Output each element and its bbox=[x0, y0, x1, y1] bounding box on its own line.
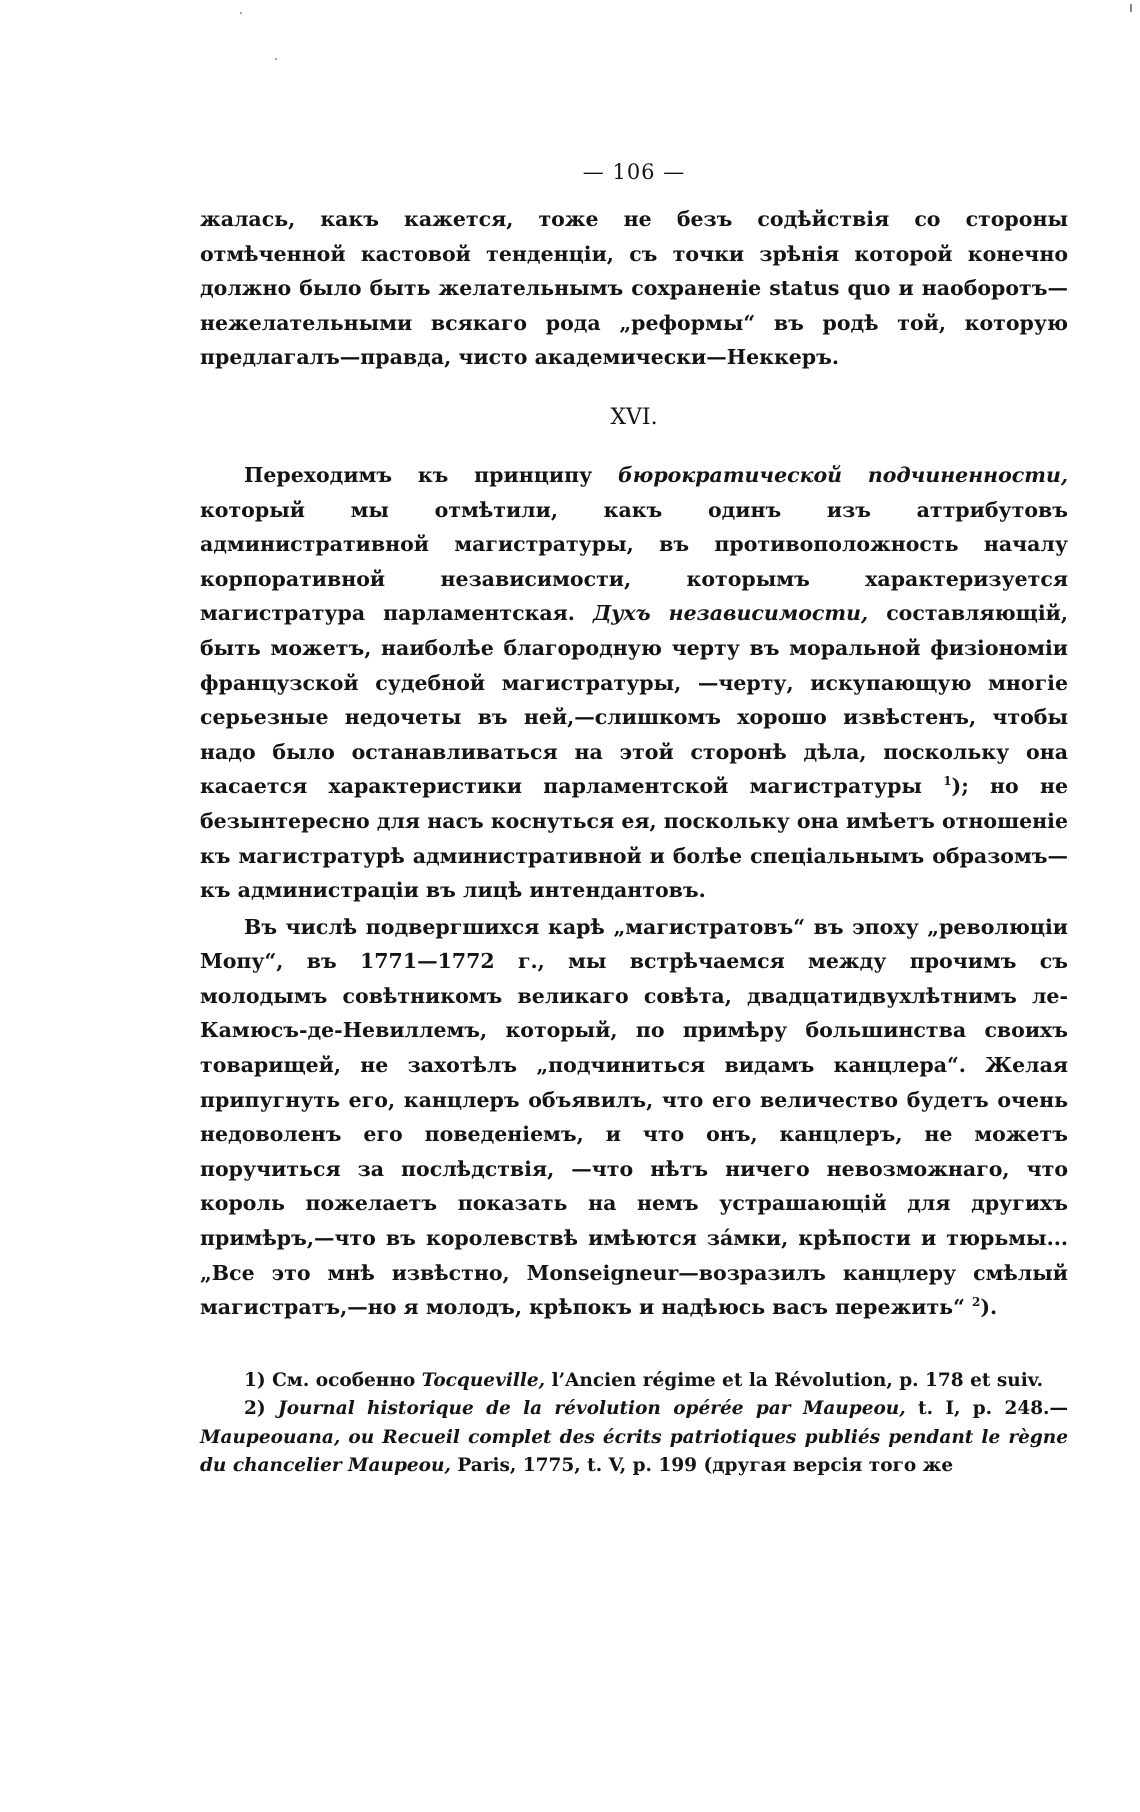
footnote-1-marker: 1) bbox=[244, 1369, 266, 1391]
footnote-ref-1: 1 bbox=[943, 774, 952, 789]
footnote-1-lead: См. особенно bbox=[265, 1369, 422, 1391]
scan-speck bbox=[240, 12, 242, 14]
paragraph-1-part-2: который мы отмѣтили, какъ одинъ изъ аттрибутовъ административной магистратуры, въ противоположность началу корпоративной независимости, которымъ характеризуется магистратура парламентская. bbox=[200, 497, 1068, 626]
scan-speck bbox=[1130, 4, 1132, 12]
section-heading: XVI. bbox=[610, 404, 658, 430]
footnote-1-author: Tocqueville, bbox=[421, 1369, 546, 1391]
footnote-1 bbox=[200, 1367, 1068, 1396]
footnote-2-marker: 2) bbox=[244, 1398, 266, 1420]
footnote-2-title-1: Journal historique de la révolution opérée par Maupeou, bbox=[265, 1398, 906, 1420]
paragraph-1-part-3: составляющій, быть можетъ, наиболѣе благородную черту въ моральной физіономіи французской судебной магистратуры, —черту, искупающую многіе серьезные недочеты въ ней,—слишкомъ хорошо извѣстенъ, чтобы надо было останавливаться на этой сторонѣ дѣла, поскольку она касается характеристики парламентской магистратуры bbox=[200, 601, 1068, 799]
footnote-2-rest: Paris, 1775, t. V, p. 199 (другая версія того же bbox=[450, 1455, 954, 1477]
footnote-1-rest: l’Ancien régime et la Révolution, p. 178 et suiv. bbox=[545, 1369, 1044, 1391]
page-number: — 106 — bbox=[582, 160, 686, 184]
paragraph-1 bbox=[200, 458, 1068, 908]
paragraph-1-lead: Переходимъ къ принципу bbox=[244, 462, 618, 487]
page bbox=[200, 160, 1068, 1481]
paragraph-2 bbox=[200, 910, 1068, 1325]
scan-speck bbox=[275, 58, 277, 60]
footnotes bbox=[200, 1367, 1068, 1481]
footnote-2-mid: t. I, p. 248.— bbox=[905, 1398, 1069, 1420]
paragraph-1-part-4: ); но не безынтересно для насъ коснуться ея, поскольку она имѣетъ отношеніе къ магистратурѣ административной и болѣе спеціальнымъ образомъ—къ администраціи въ лицѣ интендантовъ. bbox=[200, 774, 1068, 903]
paragraph-1-emphasis-2: Духъ независимости, bbox=[592, 601, 869, 626]
paragraph-continuation: жалась, какъ кажется, тоже не безъ содѣйствія со стороны отмѣченной кастовой тенденціи, съ точки зрѣнія которой конечно должно было быть желательнымъ сохраненіе status quo и наоборотъ—нежелательными всякаго рода „реформы“ въ родѣ той, которую предлагалъ—правда, чисто академически—Неккеръ. bbox=[200, 207, 1068, 370]
footnote-2 bbox=[200, 1395, 1068, 1481]
paragraph-2-tail: ). bbox=[980, 1295, 998, 1320]
footnote-2-title-2: Maupeouana, ou Recueil complet des écrits patriotiques publiés pendant le règne du chancelier Maupeou, bbox=[200, 1426, 1068, 1477]
paragraph-2-text: Въ числѣ подвергшихся карѣ „магистратовъ“ въ эпоху „революціи Мопу“, въ 1771—1772 г., мы встрѣчаемся между прочимъ съ молодымъ совѣтникомъ великаго совѣта, двадцатидвухлѣтнимъ ле-Камюсъ-де-Невиллемъ, который, по примѣру большинства своихъ товарищей, не захотѣлъ „подчиниться видамъ канцлера“. Желая припугнуть его, канцлеръ объявилъ, что его величество будетъ очень недоволенъ его поведеніемъ, и что онъ, канцлеръ, не можетъ поручиться за послѣдствія, —что нѣтъ ничего невозможнаго, что король пожелаетъ показать на немъ устрашающій для другихъ примѣръ,—что въ королевствѣ имѣются зáмки, крѣпости и тюрьмы... „Все это мнѣ извѣстно, Monseigneur—возразилъ канцлеру смѣлый магистратъ,—но я молодъ, крѣпокъ и надѣюсь васъ пережить“ bbox=[200, 914, 1068, 1320]
paragraph-1-emphasis-1: бюрократической подчиненности, bbox=[618, 462, 1068, 487]
footnote-ref-2: 2 bbox=[972, 1295, 981, 1310]
